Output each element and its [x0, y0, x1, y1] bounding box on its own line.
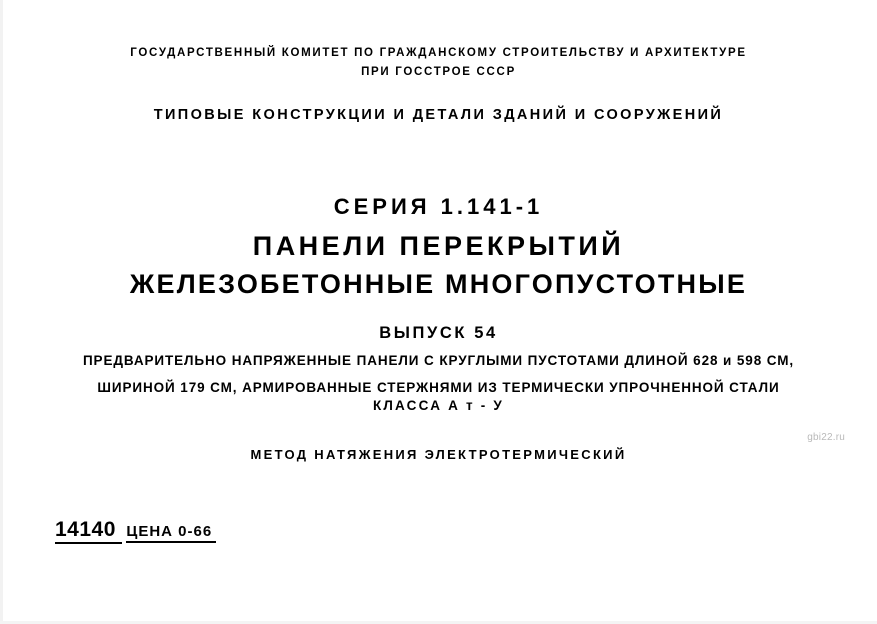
stamp-price: ЦЕНА 0-66: [126, 523, 216, 543]
issue-description-line-1: ПРЕДВАРИТЕЛЬНО НАПРЯЖЕННЫЕ ПАНЕЛИ С КРУГЛЫМИ ПУСТОТАМИ ДЛИНОЙ 628 и 598 СМ,: [82, 353, 795, 368]
issue-description-line-2: ШИРИНОЙ 179 СМ, АРМИРОВАННЫЕ СТЕРЖНЯМИ ИЗ ТЕРМИЧЕСКИ УПРОЧНЕННОЙ СТАЛИ: [97, 380, 780, 395]
document-title-line-1: ПАНЕЛИ ПЕРЕКРЫТИЙ: [252, 231, 625, 261]
organization-line-2: ПРИ ГОССТРОЕ СССР: [361, 66, 516, 78]
scan-edge-left: [0, 0, 3, 624]
document-title-line-2: ЖЕЛЕЗОБЕТОННЫЕ МНОГОПУСТОТНЫЕ: [129, 269, 748, 299]
organization-line-1: ГОСУДАРСТВЕННЫЙ КОМИТЕТ ПО ГРАЖДАНСКОМУ СТРОИТЕЛЬСТВУ И АРХИТЕКТУРЕ: [130, 47, 747, 59]
series-label: СЕРИЯ 1.141-1: [333, 194, 544, 219]
collection-title: ТИПОВЫЕ КОНСТРУКЦИИ И ДЕТАЛИ ЗДАНИЙ И СООРУЖЕНИЙ: [153, 107, 724, 123]
watermark: gbi22.ru: [807, 432, 845, 443]
bottom-stamp: [55, 518, 216, 544]
issue-description-line-3: КЛАССА А т - У: [372, 398, 505, 413]
stamp-number: 14140: [55, 518, 122, 544]
issue-label: ВЫПУСК 54: [379, 324, 498, 342]
tensioning-method: МЕТОД НАТЯЖЕНИЯ ЭЛЕКТРОТЕРМИЧЕСКИЙ: [250, 447, 627, 462]
